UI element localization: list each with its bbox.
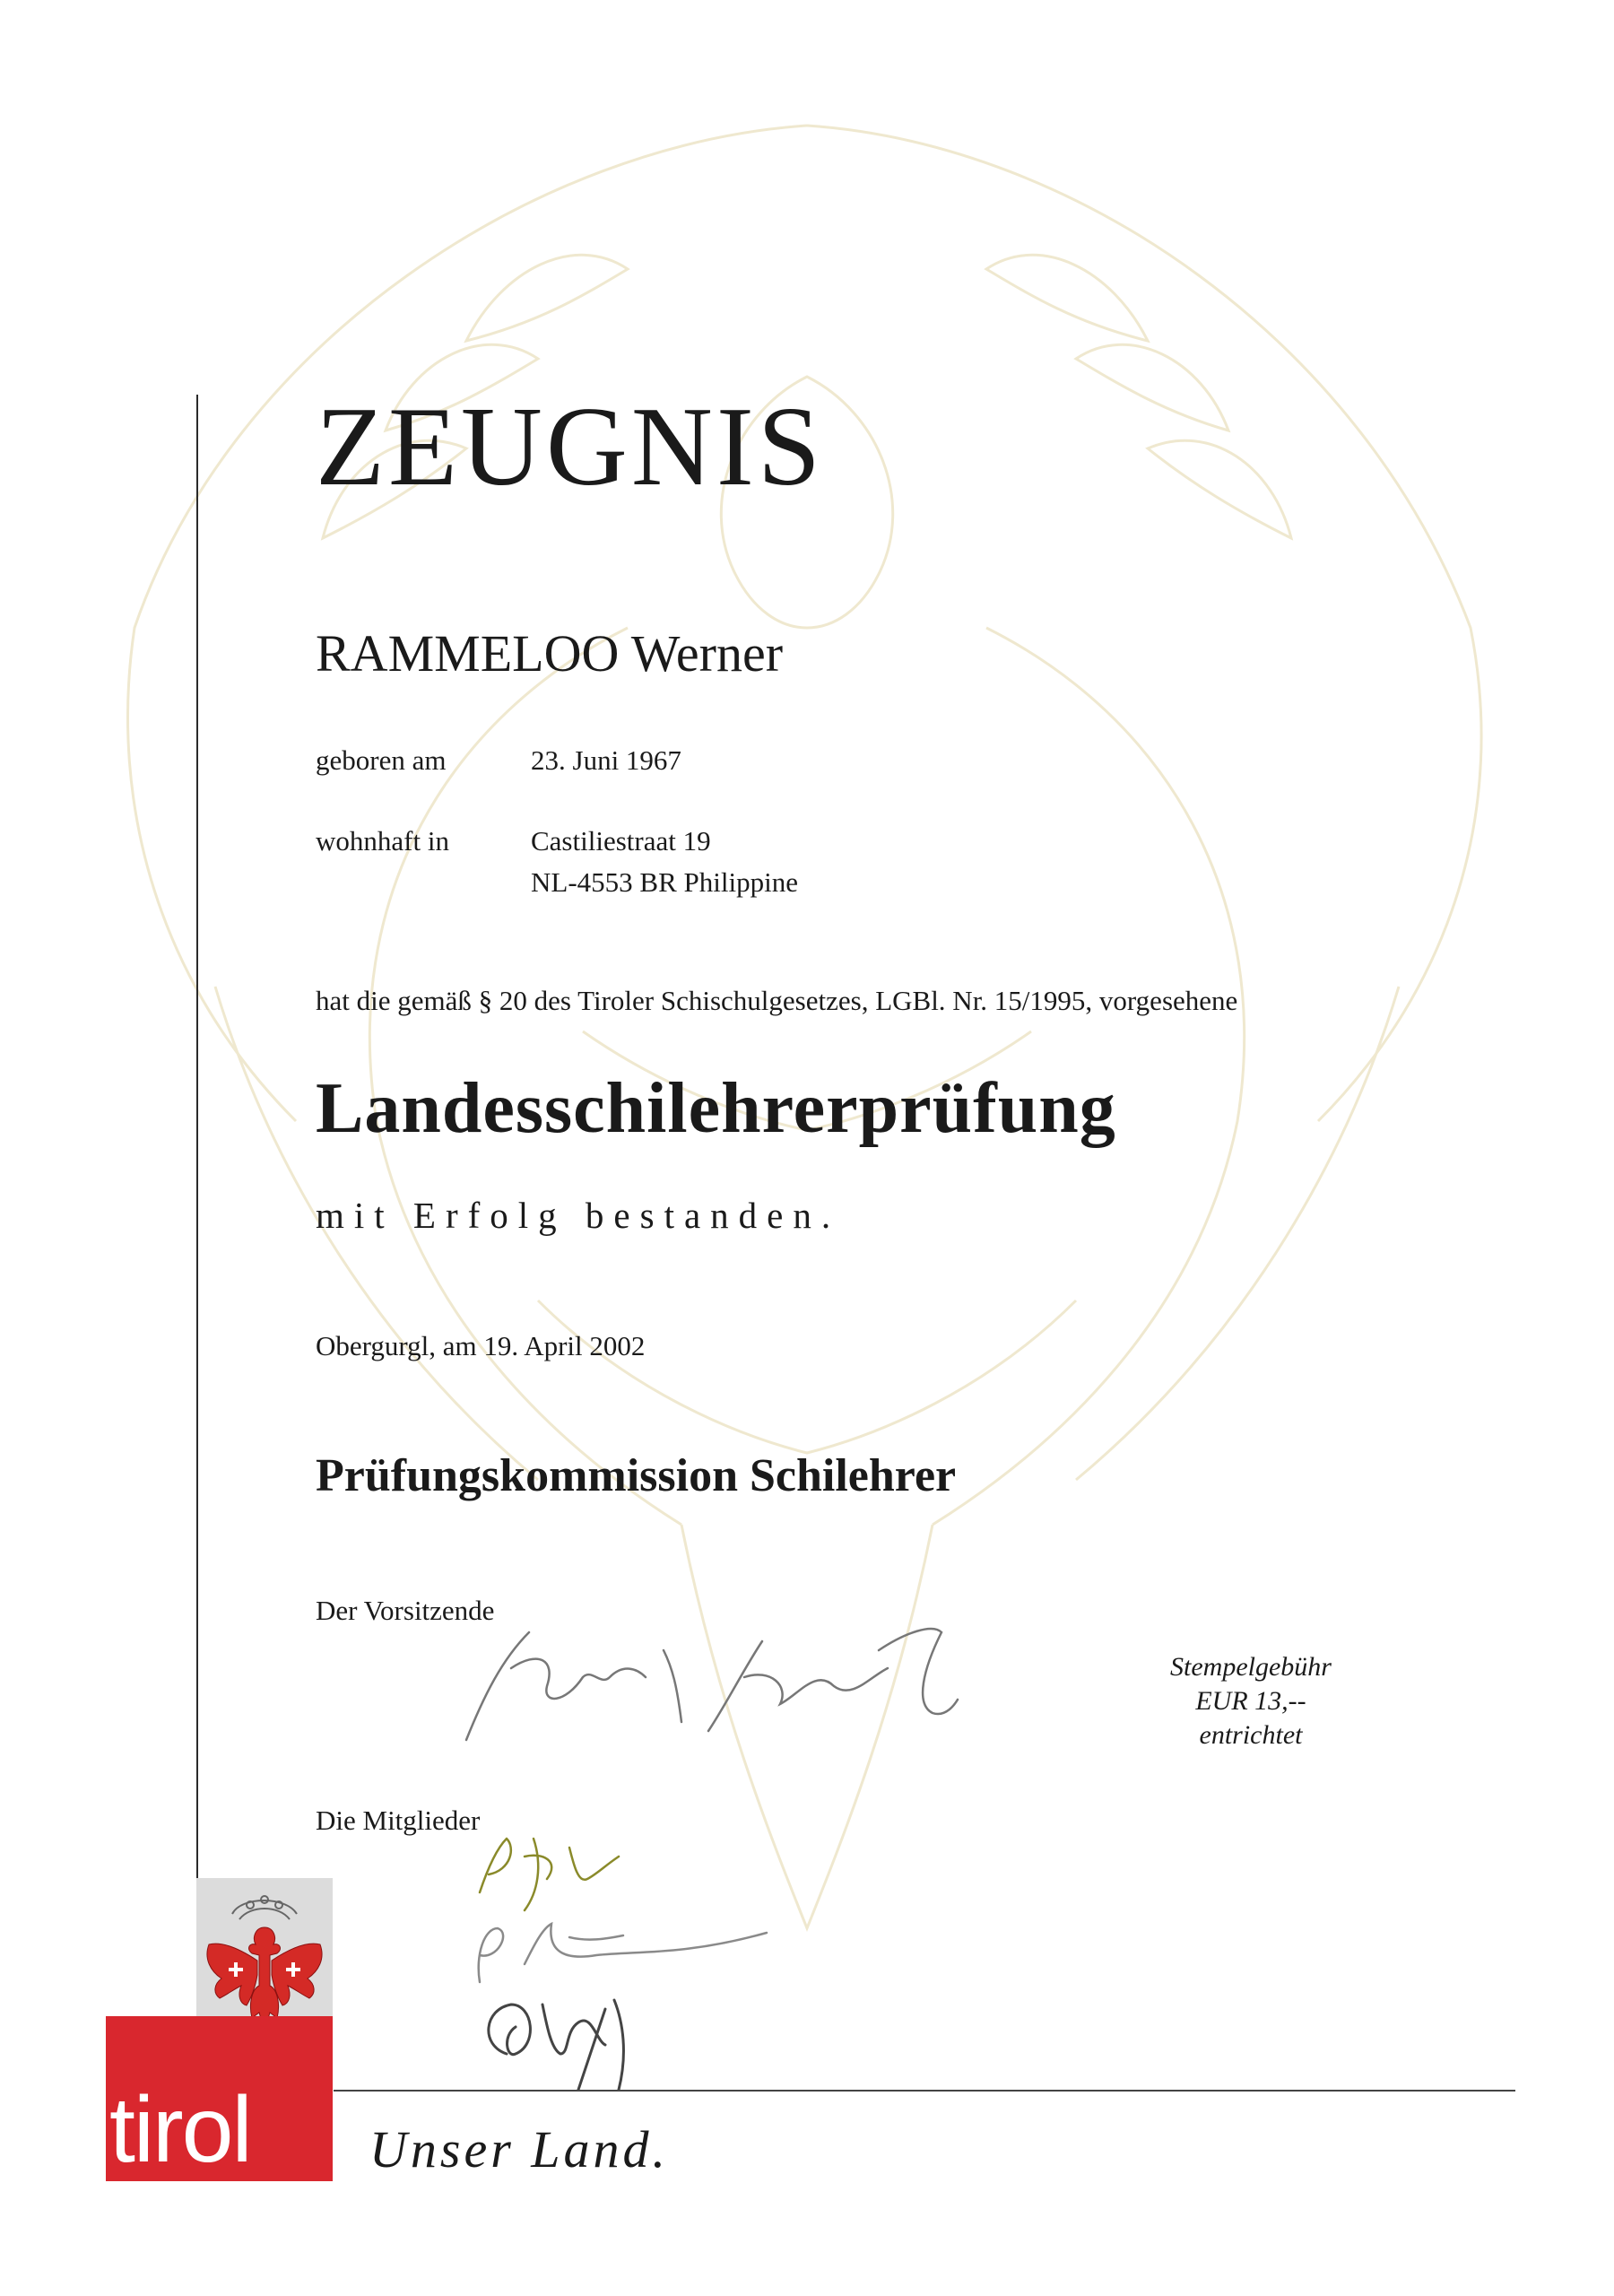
place-and-date: Obergurgl, am 19. April 2002: [316, 1330, 646, 1361]
residence-label: wohnhaft in: [316, 825, 449, 857]
member-signatures: [462, 1830, 785, 2099]
exam-result: mit Erfolg bestanden.: [316, 1195, 841, 1236]
document-title: ZEUGNIS: [316, 385, 824, 510]
address-line-2: NL-4553 BR Philippine: [531, 866, 798, 898]
birth-label: geboren am: [316, 744, 447, 776]
birth-date: 23. Juni 1967: [531, 744, 681, 776]
members-label: Die Mitglieder: [316, 1805, 481, 1836]
person-name: RAMMELOO Werner: [316, 624, 784, 683]
exam-legal-text: hat die gemäß § 20 des Tiroler Schischulgesetzes, LGBl. Nr. 15/1995, vorgesehene: [316, 985, 1238, 1016]
address-line-1: Castiliestraat 19: [531, 825, 711, 857]
exam-title: Landesschilehrerprüfung: [316, 1069, 1116, 1148]
footer-rule: [334, 2090, 1515, 2092]
stamp-fee-amount: EUR 13,--: [1195, 1686, 1306, 1717]
chair-signature: [457, 1614, 959, 1749]
chair-label: Der Vorsitzende: [316, 1595, 495, 1626]
commission-title: Prüfungskommission Schilehrer: [316, 1450, 957, 1501]
tirol-logo: tirol: [109, 2078, 251, 2182]
tagline: Unser Land.: [369, 2120, 670, 2179]
stamp-fee-label: Stempelgebühr: [1170, 1652, 1332, 1682]
stamp-fee-status: entrichtet: [1199, 1720, 1303, 1751]
left-margin-rule: [196, 395, 198, 2036]
stamp-fee-note: [1166, 1650, 1336, 1752]
